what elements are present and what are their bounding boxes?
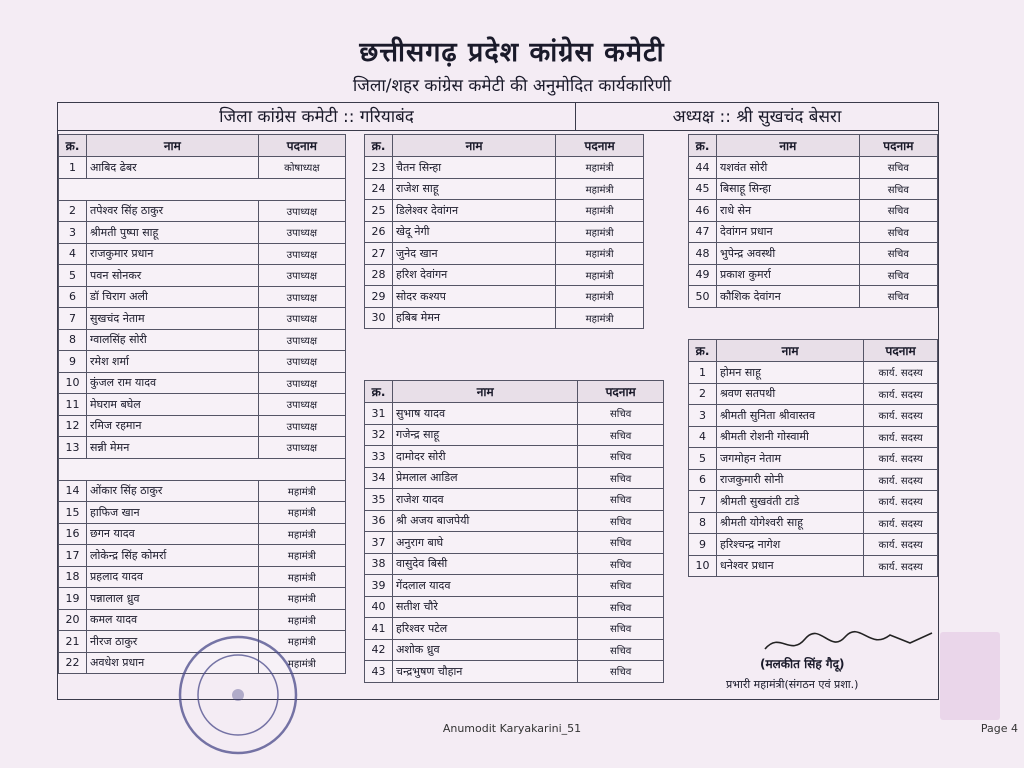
name-cell: मेघराम बघेल xyxy=(87,394,259,416)
name-cell: श्रीमती योगेश्वरी साहू xyxy=(717,512,864,534)
post-cell: महामंत्री xyxy=(556,286,644,308)
table-row xyxy=(689,221,938,243)
serial-cell: 29 xyxy=(365,286,393,308)
spacer-cell xyxy=(59,178,346,200)
table-row xyxy=(365,489,664,511)
serial-cell: 36 xyxy=(365,510,393,532)
serial-cell: 26 xyxy=(365,221,393,243)
col-post-header: पदनाम xyxy=(556,135,644,157)
serial-cell: 37 xyxy=(365,532,393,554)
name-cell: पन्नालाल ध्रुव xyxy=(87,588,259,610)
serial-cell: 6 xyxy=(689,469,717,491)
serial-cell: 2 xyxy=(59,200,87,222)
post-cell: महामंत्री xyxy=(258,588,345,610)
serial-cell: 7 xyxy=(689,491,717,513)
table-row xyxy=(365,243,644,265)
serial-cell: 14 xyxy=(59,480,87,502)
table-row xyxy=(689,405,938,427)
serial-cell: 11 xyxy=(59,394,87,416)
serial-cell: 49 xyxy=(689,264,717,286)
post-cell: सचिव xyxy=(578,618,664,640)
post-cell: महामंत्री xyxy=(556,178,644,200)
post-cell: महामंत्री xyxy=(258,480,345,502)
post-cell: उपाध्यक्ष xyxy=(258,329,345,351)
serial-cell: 44 xyxy=(689,157,717,179)
serial-cell: 3 xyxy=(689,405,717,427)
table-row xyxy=(365,467,664,489)
serial-cell: 10 xyxy=(59,372,87,394)
table-row xyxy=(689,264,938,286)
serial-cell: 10 xyxy=(689,555,717,577)
table-row xyxy=(59,222,346,244)
col-post-header: पदनाम xyxy=(578,381,664,403)
serial-cell: 2 xyxy=(689,383,717,405)
executive-members-table xyxy=(688,339,938,577)
post-cell: उपाध्यक्ष xyxy=(258,286,345,308)
post-cell: महामंत्री xyxy=(556,200,644,222)
name-cell: सुभाष यादव xyxy=(393,403,578,425)
post-cell: उपाध्यक्ष xyxy=(258,200,345,222)
stamp-seal-icon xyxy=(168,630,308,760)
col-name-header: नाम xyxy=(393,381,578,403)
post-cell: कार्य. सदस्य xyxy=(864,405,938,427)
post-cell: महामंत्री xyxy=(258,566,345,588)
col-sn-header: क्र. xyxy=(365,135,393,157)
table-row xyxy=(59,566,346,588)
post-cell: सचिव xyxy=(859,243,937,265)
name-cell: गजेन्द्र साहू xyxy=(393,424,578,446)
table-row xyxy=(689,286,938,308)
post-cell: कार्य. सदस्य xyxy=(864,383,938,405)
serial-cell: 1 xyxy=(59,157,87,179)
name-cell: आबिद ढेबर xyxy=(87,157,259,179)
table-row xyxy=(365,178,644,200)
serial-cell: 24 xyxy=(365,178,393,200)
post-cell: सचिव xyxy=(578,510,664,532)
post-cell: कार्य. सदस्य xyxy=(864,426,938,448)
serial-cell: 50 xyxy=(689,286,717,308)
table-row xyxy=(365,286,644,308)
table-row xyxy=(59,523,346,545)
post-cell: सचिव xyxy=(578,575,664,597)
serial-cell: 34 xyxy=(365,467,393,489)
name-cell: राधे सेन xyxy=(717,200,860,222)
post-cell: उपाध्यक्ष xyxy=(258,372,345,394)
table-row xyxy=(59,545,346,567)
name-cell: पवन सोनकर xyxy=(87,265,259,287)
page-number: Page 4 xyxy=(980,722,1018,735)
name-cell: प्रहलाद यादव xyxy=(87,566,259,588)
post-cell: महामंत्री xyxy=(258,545,345,567)
table-row xyxy=(365,532,664,554)
name-cell: राजेश साहू xyxy=(393,178,556,200)
table-row xyxy=(689,243,938,265)
table-row xyxy=(365,264,644,286)
post-cell: सचिव xyxy=(859,264,937,286)
post-cell: महामंत्री xyxy=(556,264,644,286)
serial-cell: 48 xyxy=(689,243,717,265)
table-row xyxy=(59,286,346,308)
table-row xyxy=(59,415,346,437)
col-post-header: पदनाम xyxy=(859,135,937,157)
district-committee-header: जिला कांग्रेस कमेटी :: गरियाबंद xyxy=(58,103,576,131)
post-cell: कार्य. सदस्य xyxy=(864,362,938,384)
table-row xyxy=(365,221,644,243)
name-cell: हरिश देवांगन xyxy=(393,264,556,286)
signer-name: (मलकीत सिंह गैदू) xyxy=(760,657,845,671)
serial-cell: 8 xyxy=(689,512,717,534)
col-name-header: नाम xyxy=(393,135,556,157)
col-post-header: पदनाम xyxy=(258,135,345,157)
col-name-header: नाम xyxy=(717,340,864,362)
serial-cell: 9 xyxy=(689,534,717,556)
name-cell: राजेश यादव xyxy=(393,489,578,511)
president-header: अध्यक्ष :: श्री सुखचंद बेसरा xyxy=(576,103,938,131)
name-cell: देवांगन प्रधान xyxy=(717,221,860,243)
name-cell: बिसाहू सिन्हा xyxy=(717,178,860,200)
serial-cell: 1 xyxy=(689,362,717,384)
serial-cell: 9 xyxy=(59,351,87,373)
serial-cell: 47 xyxy=(689,221,717,243)
table-row xyxy=(689,157,938,179)
post-cell: महामंत्री xyxy=(556,307,644,329)
serial-cell: 12 xyxy=(59,415,87,437)
table-row xyxy=(365,639,664,661)
name-cell: चैतन सिन्हा xyxy=(393,157,556,179)
serial-cell: 7 xyxy=(59,308,87,330)
serial-cell: 18 xyxy=(59,566,87,588)
post-cell: महामंत्री xyxy=(258,523,345,545)
name-cell: गेंदलाल यादव xyxy=(393,575,578,597)
name-cell: डिलेश्वर देवांगन xyxy=(393,200,556,222)
serial-cell: 35 xyxy=(365,489,393,511)
serial-cell: 33 xyxy=(365,446,393,468)
post-cell: कार्य. सदस्य xyxy=(864,469,938,491)
name-cell: सतीश चौरे xyxy=(393,596,578,618)
name-cell: रमेश शर्मा xyxy=(87,351,259,373)
table-row xyxy=(59,265,346,287)
serial-cell: 19 xyxy=(59,588,87,610)
table-row xyxy=(689,383,938,405)
table-row xyxy=(365,403,664,425)
name-cell: प्रेमलाल आडिल xyxy=(393,467,578,489)
post-cell: महामंत्री xyxy=(556,221,644,243)
spacer-row xyxy=(59,178,346,200)
post-cell: कार्य. सदस्य xyxy=(864,491,938,513)
serial-cell: 31 xyxy=(365,403,393,425)
table-row xyxy=(59,437,346,459)
serial-cell: 21 xyxy=(59,631,87,653)
serial-cell: 45 xyxy=(689,178,717,200)
name-cell: सुखचंद नेताम xyxy=(87,308,259,330)
spacer-row xyxy=(59,458,346,480)
name-cell: श्रीमती सुखवंती टाडे xyxy=(717,491,864,513)
name-cell: जुनेद खान xyxy=(393,243,556,265)
name-cell: ग्वालसिंह सोरी xyxy=(87,329,259,351)
post-cell: सचिव xyxy=(578,424,664,446)
col-post-header: पदनाम xyxy=(864,340,938,362)
name-cell: चन्द्रभुषण चौहान xyxy=(393,661,578,683)
table-row xyxy=(59,588,346,610)
post-cell: कार्य. सदस्य xyxy=(864,512,938,534)
col-sn-header: क्र. xyxy=(689,340,717,362)
name-cell: श्रवण सतपथी xyxy=(717,383,864,405)
name-cell: यशवंत सोरी xyxy=(717,157,860,179)
post-cell: उपाध्यक्ष xyxy=(258,351,345,373)
post-cell: सचिव xyxy=(859,157,937,179)
serial-cell: 43 xyxy=(365,661,393,683)
table-row xyxy=(59,502,346,524)
name-cell: अशोक ध्रुव xyxy=(393,639,578,661)
table-row xyxy=(59,243,346,265)
name-cell: सन्नी मेमन xyxy=(87,437,259,459)
name-cell: हाफिज खान xyxy=(87,502,259,524)
post-cell: सचिव xyxy=(578,489,664,511)
office-bearers-table-1 xyxy=(58,134,346,674)
name-cell: हरिश्चन्द्र नागेश xyxy=(717,534,864,556)
table-row xyxy=(59,329,346,351)
table-row xyxy=(365,575,664,597)
table-row xyxy=(59,394,346,416)
serial-cell: 42 xyxy=(365,639,393,661)
table-row xyxy=(59,157,346,179)
name-cell: दामोदर सोरी xyxy=(393,446,578,468)
post-cell: सचिव xyxy=(859,221,937,243)
serial-cell: 39 xyxy=(365,575,393,597)
serial-cell: 22 xyxy=(59,652,87,674)
serial-cell: 15 xyxy=(59,502,87,524)
post-cell: सचिव xyxy=(859,200,937,222)
col-sn-header: क्र. xyxy=(689,135,717,157)
name-cell: श्रीमती रोशनी गोस्वामी xyxy=(717,426,864,448)
serial-cell: 25 xyxy=(365,200,393,222)
table-row xyxy=(59,609,346,631)
serial-cell: 4 xyxy=(59,243,87,265)
post-cell: कोषाध्यक्ष xyxy=(258,157,345,179)
table-row xyxy=(59,351,346,373)
name-cell: कमल यादव xyxy=(87,609,259,631)
signature-block xyxy=(690,625,930,700)
serial-cell: 23 xyxy=(365,157,393,179)
post-cell: सचिव xyxy=(859,286,937,308)
name-cell: श्रीमती सुनिता श्रीवास्तव xyxy=(717,405,864,427)
table-header-row xyxy=(689,135,938,157)
serial-cell: 13 xyxy=(59,437,87,459)
serial-cell: 8 xyxy=(59,329,87,351)
serial-cell: 20 xyxy=(59,609,87,631)
post-cell: महामंत्री xyxy=(556,157,644,179)
serial-cell: 32 xyxy=(365,424,393,446)
table-header-row xyxy=(689,340,938,362)
table-header-row xyxy=(365,381,664,403)
serial-cell: 30 xyxy=(365,307,393,329)
post-cell: सचिव xyxy=(578,532,664,554)
post-cell: सचिव xyxy=(578,467,664,489)
serial-cell: 40 xyxy=(365,596,393,618)
post-cell: कार्य. सदस्य xyxy=(864,534,938,556)
table-row xyxy=(689,362,938,384)
name-cell: जगमोहन नेताम xyxy=(717,448,864,470)
table-row xyxy=(365,596,664,618)
post-cell: उपाध्यक्ष xyxy=(258,222,345,244)
signer-post: प्रभारी महामंत्री(संगठन एवं प्रशा.) xyxy=(726,678,859,691)
col-sn-header: क्र. xyxy=(59,135,87,157)
post-cell: सचिव xyxy=(578,553,664,575)
post-cell: सचिव xyxy=(578,446,664,468)
post-cell: कार्य. सदस्य xyxy=(864,448,938,470)
faded-stamp xyxy=(940,632,1000,720)
table-row xyxy=(689,512,938,534)
table-row xyxy=(689,555,938,577)
office-bearers-table-2 xyxy=(364,134,644,329)
name-cell: हरिश्वर पटेल xyxy=(393,618,578,640)
serial-cell: 5 xyxy=(689,448,717,470)
post-cell: कार्य. सदस्य xyxy=(864,555,938,577)
name-cell: प्रकाश कुमर्रा xyxy=(717,264,860,286)
name-cell: कौशिक देवांगन xyxy=(717,286,860,308)
post-cell: उपाध्यक्ष xyxy=(258,437,345,459)
table-row xyxy=(365,307,644,329)
serial-cell: 6 xyxy=(59,286,87,308)
name-cell: तपेश्वर सिंह ठाकुर xyxy=(87,200,259,222)
serial-cell: 3 xyxy=(59,222,87,244)
post-cell: उपाध्यक्ष xyxy=(258,243,345,265)
post-cell: उपाध्यक्ष xyxy=(258,394,345,416)
spacer-cell xyxy=(59,458,346,480)
table-row xyxy=(689,534,938,556)
table-row xyxy=(365,510,664,532)
serial-cell: 38 xyxy=(365,553,393,575)
name-cell: डॉ चिराग अली xyxy=(87,286,259,308)
col-name-header: नाम xyxy=(717,135,860,157)
post-cell: उपाध्यक्ष xyxy=(258,265,345,287)
name-cell: श्री अजय बाजपेयी xyxy=(393,510,578,532)
name-cell: श्रीमती पुष्पा साहू xyxy=(87,222,259,244)
serial-cell: 27 xyxy=(365,243,393,265)
name-cell: राजकुमार प्रधान xyxy=(87,243,259,265)
post-cell: सचिव xyxy=(859,178,937,200)
serial-cell: 28 xyxy=(365,264,393,286)
table-row xyxy=(689,426,938,448)
name-cell: रमिज रहमान xyxy=(87,415,259,437)
serial-cell: 17 xyxy=(59,545,87,567)
name-cell: वासुदेव बिसी xyxy=(393,553,578,575)
post-cell: महामंत्री xyxy=(258,631,345,653)
table-row xyxy=(689,178,938,200)
name-cell: कुंजल राम यादव xyxy=(87,372,259,394)
table-header-row xyxy=(365,135,644,157)
table-row xyxy=(59,200,346,222)
table-row xyxy=(689,200,938,222)
post-cell: उपाध्यक्ष xyxy=(258,415,345,437)
footer-filename: Anumodit Karyakarini_51 xyxy=(442,722,582,735)
post-cell: महामंत्री xyxy=(258,609,345,631)
post-cell: उपाध्यक्ष xyxy=(258,308,345,330)
post-cell: महामंत्री xyxy=(258,502,345,524)
post-cell: महामंत्री xyxy=(258,652,345,674)
serial-cell: 16 xyxy=(59,523,87,545)
serial-cell: 5 xyxy=(59,265,87,287)
document-subtitle: जिला/शहर कांग्रेस कमेटी की अनुमोदित कार्यकारिणी xyxy=(352,76,672,96)
table-row xyxy=(59,480,346,502)
col-name-header: नाम xyxy=(87,135,259,157)
serial-cell: 41 xyxy=(365,618,393,640)
name-cell: नीरज ठाकुर xyxy=(87,631,259,653)
table-row xyxy=(365,200,644,222)
post-cell: सचिव xyxy=(578,639,664,661)
table-row xyxy=(365,157,644,179)
name-cell: होमन साहू xyxy=(717,362,864,384)
post-cell: सचिव xyxy=(578,661,664,683)
secretaries-table-2 xyxy=(688,134,938,308)
name-cell: हबिब मेमन xyxy=(393,307,556,329)
table-row xyxy=(365,446,664,468)
name-cell: भुपेन्द्र अवस्थी xyxy=(717,243,860,265)
name-cell: लोकेन्द्र सिंह कोमर्रा xyxy=(87,545,259,567)
secretaries-table xyxy=(364,380,664,683)
table-row xyxy=(365,424,664,446)
table-row xyxy=(689,491,938,513)
name-cell: राजकुमारी सोनी xyxy=(717,469,864,491)
serial-cell: 46 xyxy=(689,200,717,222)
col-sn-header: क्र. xyxy=(365,381,393,403)
table-row xyxy=(365,618,664,640)
name-cell: छगन यादव xyxy=(87,523,259,545)
name-cell: अवधेश प्रधान xyxy=(87,652,259,674)
table-row xyxy=(689,448,938,470)
post-cell: महामंत्री xyxy=(556,243,644,265)
table-row xyxy=(59,372,346,394)
table-row xyxy=(365,661,664,683)
table-row xyxy=(689,469,938,491)
document-title: छत्तीसगढ़ प्रदेश कांग्रेस कमेटी xyxy=(359,37,665,68)
name-cell: सोदर कश्यप xyxy=(393,286,556,308)
table-row xyxy=(365,553,664,575)
name-cell: धनेश्वर प्रधान xyxy=(717,555,864,577)
table-row xyxy=(59,308,346,330)
post-cell: सचिव xyxy=(578,596,664,618)
serial-cell: 4 xyxy=(689,426,717,448)
name-cell: ओंकार सिंह ठाकुर xyxy=(87,480,259,502)
name-cell: अनुराग बाघे xyxy=(393,532,578,554)
table-header-row xyxy=(59,135,346,157)
name-cell: खेदू नेगी xyxy=(393,221,556,243)
post-cell: सचिव xyxy=(578,403,664,425)
